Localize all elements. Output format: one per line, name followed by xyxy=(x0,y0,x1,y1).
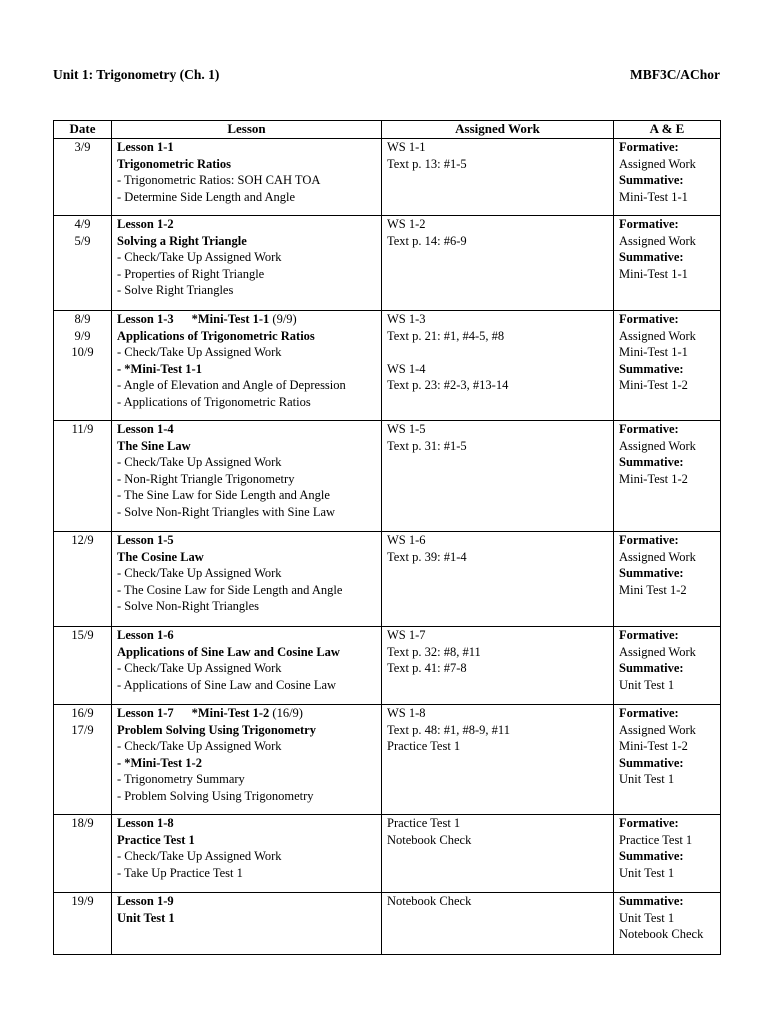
date-text: 4/9 xyxy=(74,217,91,231)
unit-title: Unit 1: Trigonometry (Ch. 1) xyxy=(53,67,220,82)
lesson-item: - Check/Take Up Assigned Work xyxy=(117,345,282,359)
work-item: Text p. 41: #7-8 xyxy=(387,661,467,675)
lesson-item: - Check/Take Up Assigned Work xyxy=(117,739,282,753)
lesson-heading xyxy=(117,421,376,438)
work-item: Text p. 32: #8, #11 xyxy=(387,644,481,659)
date-cell xyxy=(54,893,112,955)
ae-category: Summative: xyxy=(619,566,684,580)
lesson-id: Lesson 1-1 xyxy=(117,140,174,154)
date-cell xyxy=(54,216,112,311)
date-cell xyxy=(54,421,112,532)
ae-cell xyxy=(614,893,721,955)
lesson-title: Solving a Right Triangle xyxy=(117,233,247,248)
work-item: Text p. 39: #1-4 xyxy=(387,549,467,564)
work-item: Text p. 13: #1-5 xyxy=(387,156,467,171)
date-text: 3/9 xyxy=(74,140,91,154)
table-header-row xyxy=(54,121,721,139)
ae-category: Formative: xyxy=(619,706,679,720)
table-row xyxy=(54,705,721,815)
assigned-work-cell xyxy=(382,311,614,421)
work-item: WS 1-7 xyxy=(387,628,426,642)
course-code: MBF3C/AChor xyxy=(630,67,720,82)
ae-item: Assigned Work xyxy=(619,722,696,737)
ae-item: Assigned Work xyxy=(619,549,696,564)
lesson-cell xyxy=(112,216,382,311)
lesson-heading xyxy=(117,627,376,644)
lesson-item: - Angle of Elevation and Angle of Depression xyxy=(117,378,346,392)
ae-item: Assigned Work xyxy=(619,156,696,171)
lesson-title: The Cosine Law xyxy=(117,549,204,564)
lesson-item: - Check/Take Up Assigned Work xyxy=(117,661,282,675)
table-row xyxy=(54,311,721,421)
lesson-title: Problem Solving Using Trigonometry xyxy=(117,722,316,737)
assigned-work-cell xyxy=(382,705,614,815)
lesson-item: - The Sine Law for Side Length and Angle xyxy=(117,488,330,502)
lesson-heading xyxy=(117,139,376,156)
lesson-item: - Trigonometry Summary xyxy=(117,772,245,786)
ae-category: Summative: xyxy=(619,849,684,863)
date-text: 11/9 xyxy=(71,422,94,436)
date-text: 8/9 xyxy=(74,312,91,326)
work-item: Text p. 31: #1-5 xyxy=(387,438,467,453)
lesson-heading xyxy=(117,532,376,549)
ae-item: Mini-Test 1-2 xyxy=(619,471,688,486)
ae-item: Assigned Work xyxy=(619,644,696,659)
lesson-heading xyxy=(117,815,376,832)
column-header-date: Date xyxy=(54,121,112,139)
lesson-id: Lesson 1-3 xyxy=(117,312,174,326)
ae-cell xyxy=(614,532,721,627)
ae-cell xyxy=(614,627,721,705)
table-row xyxy=(54,815,721,893)
work-item: Text p. 48: #1, #8-9, #11 xyxy=(387,722,510,737)
table-row xyxy=(54,532,721,627)
ae-cell xyxy=(614,815,721,893)
lesson-id: Lesson 1-4 xyxy=(117,422,174,436)
ae-category: Formative: xyxy=(619,533,679,547)
lesson-item: - The Cosine Law for Side Length and Angle xyxy=(117,582,343,597)
mini-test-label: *Mini-Test 1-2 xyxy=(191,706,270,720)
lesson-cell xyxy=(112,421,382,532)
work-item: Text p. 14: #6-9 xyxy=(387,233,467,248)
ae-item: Assigned Work xyxy=(619,438,696,453)
ae-category: Formative: xyxy=(619,312,679,326)
column-header-lesson: Lesson xyxy=(112,121,382,139)
ae-cell xyxy=(614,311,721,421)
lesson-cell xyxy=(112,705,382,815)
lesson-item: - Problem Solving Using Trigonometry xyxy=(117,788,314,803)
lesson-id: Lesson 1-8 xyxy=(117,816,174,830)
date-cell xyxy=(54,705,112,815)
date-text: 16/9 xyxy=(71,706,94,720)
ae-category: Summative: xyxy=(619,755,684,770)
ae-cell xyxy=(614,421,721,532)
lesson-item: - Solve Non-Right Triangles with Sine Law xyxy=(117,504,336,519)
date-cell xyxy=(54,815,112,893)
mini-test-date: (9/9) xyxy=(269,312,297,326)
ae-category: Summative: xyxy=(619,455,684,469)
date-text: 12/9 xyxy=(71,533,94,547)
ae-item: Assigned Work xyxy=(619,328,696,343)
lesson-id: Lesson 1-5 xyxy=(117,533,174,547)
table-row xyxy=(54,139,721,216)
column-header-assigned-work: Assigned Work xyxy=(382,121,614,139)
ae-item: Unit Test 1 xyxy=(619,677,675,692)
ae-category: Formative: xyxy=(619,816,679,830)
lesson-cell xyxy=(112,893,382,955)
work-item: WS 1-8 xyxy=(387,706,426,720)
assigned-work-cell xyxy=(382,893,614,955)
mini-test-date: (16/9) xyxy=(269,706,303,720)
lesson-cell xyxy=(112,139,382,216)
date-cell xyxy=(54,139,112,216)
lesson-item: - Check/Take Up Assigned Work xyxy=(117,455,282,469)
lesson-item: - Check/Take Up Assigned Work xyxy=(117,566,282,580)
date-text: 19/9 xyxy=(71,894,94,908)
lesson-id: Lesson 1-6 xyxy=(117,628,174,642)
lesson-item: - Trigonometric Ratios: SOH CAH TOA xyxy=(117,173,321,187)
ae-category: Summative: xyxy=(619,173,684,187)
work-item: Practice Test 1 xyxy=(387,816,461,830)
work-item: WS 1-5 xyxy=(387,422,426,436)
lesson-heading xyxy=(117,705,376,722)
date-text: 17/9 xyxy=(71,722,94,737)
assigned-work-cell xyxy=(382,421,614,532)
date-cell xyxy=(54,532,112,627)
lesson-item: - Applications of Trigonometric Ratios xyxy=(117,394,311,409)
work-item: WS 1-6 xyxy=(387,533,426,547)
lesson-item: - Determine Side Length and Angle xyxy=(117,189,296,204)
work-item: WS 1-2 xyxy=(387,217,426,231)
date-cell xyxy=(54,311,112,421)
lesson-heading xyxy=(117,311,376,328)
assigned-work-cell xyxy=(382,627,614,705)
ae-item: Mini-Test 1-2 xyxy=(619,739,688,753)
lesson-id: Lesson 1-7 xyxy=(117,706,174,720)
lesson-item: - Properties of Right Triangle xyxy=(117,266,265,281)
ae-item: Practice Test 1 xyxy=(619,832,693,847)
table-row xyxy=(54,627,721,705)
date-text: 18/9 xyxy=(71,816,94,830)
table-body xyxy=(54,139,721,955)
lesson-item: - Take Up Practice Test 1 xyxy=(117,865,243,880)
ae-item: Unit Test 1 xyxy=(619,772,675,786)
ae-item: Mini Test 1-2 xyxy=(619,582,687,597)
work-item: Notebook Check xyxy=(387,832,472,847)
ae-cell xyxy=(614,705,721,815)
column-header-ae: A & E xyxy=(614,121,721,139)
date-cell xyxy=(54,627,112,705)
lesson-heading xyxy=(117,216,376,233)
lesson-cell xyxy=(112,627,382,705)
assigned-work-cell xyxy=(382,139,614,216)
table-row xyxy=(54,421,721,532)
lesson-id: Lesson 1-2 xyxy=(117,217,174,231)
ae-item: Assigned Work xyxy=(619,233,696,248)
lesson-item: - Check/Take Up Assigned Work xyxy=(117,250,282,264)
ae-category: Formative: xyxy=(619,140,679,154)
date-text: 5/9 xyxy=(74,233,91,248)
lesson-item: - Solve Right Triangles xyxy=(117,283,234,297)
mini-test-label: *Mini-Test 1-1 xyxy=(191,312,270,326)
assigned-work-cell xyxy=(382,532,614,627)
lesson-title: Unit Test 1 xyxy=(117,910,175,925)
ae-category: Summative: xyxy=(619,661,684,675)
work-item: Notebook Check xyxy=(387,894,472,908)
lesson-item: - Check/Take Up Assigned Work xyxy=(117,849,282,863)
date-text: 15/9 xyxy=(71,628,94,642)
ae-category: Formative: xyxy=(619,422,679,436)
lesson-id: Lesson 1-9 xyxy=(117,894,174,908)
lesson-item: - Solve Non-Right Triangles xyxy=(117,599,260,613)
work-item: WS 1-3 xyxy=(387,312,426,326)
ae-item: Mini-Test 1-1 xyxy=(619,345,688,359)
assigned-work-cell xyxy=(382,216,614,311)
ae-category: Summative: xyxy=(619,361,684,376)
lesson-cell xyxy=(112,532,382,627)
ae-item: Unit Test 1 xyxy=(619,910,675,925)
lesson-title: The Sine Law xyxy=(117,438,191,453)
work-item: WS 1-1 xyxy=(387,140,426,154)
lesson-cell xyxy=(112,311,382,421)
lesson-title: Applications of Sine Law and Cosine Law xyxy=(117,644,340,659)
lesson-item: - *Mini-Test 1-1 xyxy=(117,361,202,376)
lesson-title: Applications of Trigonometric Ratios xyxy=(117,328,315,343)
schedule-table xyxy=(53,120,721,955)
lesson-title: Practice Test 1 xyxy=(117,832,195,847)
date-text: 10/9 xyxy=(71,345,94,359)
ae-category: Summative: xyxy=(619,250,684,264)
ae-cell xyxy=(614,139,721,216)
work-item: Practice Test 1 xyxy=(387,739,461,753)
assigned-work-cell xyxy=(382,815,614,893)
work-item: Text p. 23: #2-3, #13-14 xyxy=(387,378,509,392)
table-row xyxy=(54,893,721,955)
ae-cell xyxy=(614,216,721,311)
ae-category: Formative: xyxy=(619,217,679,231)
lesson-item: - Non-Right Triangle Trigonometry xyxy=(117,471,295,486)
ae-item: Unit Test 1 xyxy=(619,865,675,880)
ae-category: Summative: xyxy=(619,894,684,908)
lesson-title: Trigonometric Ratios xyxy=(117,156,231,171)
lesson-item: - *Mini-Test 1-2 xyxy=(117,755,202,770)
work-item: Text p. 21: #1, #4-5, #8 xyxy=(387,328,505,343)
ae-item: Notebook Check xyxy=(619,927,704,941)
ae-item: Mini-Test 1-1 xyxy=(619,189,688,204)
spacer xyxy=(387,344,608,361)
lesson-cell xyxy=(112,815,382,893)
ae-item: Mini-Test 1-2 xyxy=(619,378,688,392)
table-row xyxy=(54,216,721,311)
lesson-item: - Applications of Sine Law and Cosine Law xyxy=(117,677,337,692)
ae-category: Formative: xyxy=(619,628,679,642)
ae-item: Mini-Test 1-1 xyxy=(619,266,688,281)
date-text: 9/9 xyxy=(74,328,91,343)
work-item: WS 1-4 xyxy=(387,361,426,376)
lesson-heading xyxy=(117,893,376,910)
